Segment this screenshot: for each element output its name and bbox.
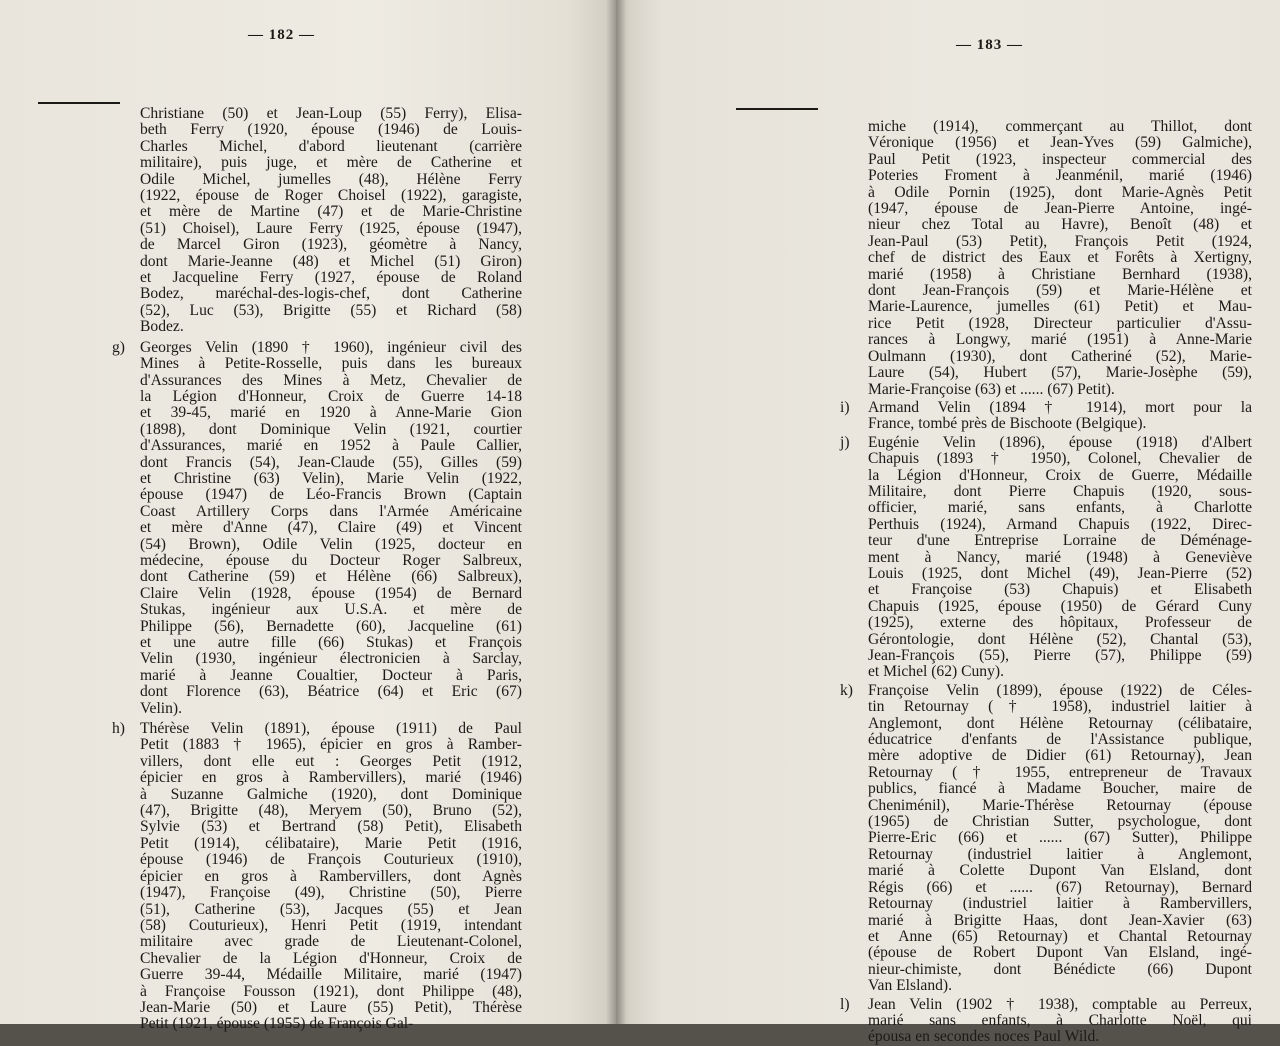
text-line: Mines à Petite-Rosselle, puis dans les bureaux [140,355,522,373]
text-line: médecine, épouse du Docteur Roger Salbreux, [140,551,522,569]
text-line: Jean Velin (1902 † 1938), comptable au Perreux, [868,995,1252,1013]
text-line: épousa en secondes noces Paul Wild. [868,1028,1100,1046]
text-line: Jean-Paul (53) Petit), François Petit (1924, [868,232,1252,250]
text-line: Bodez, maréchal-des-logis-chef, dont Catherine [140,285,522,303]
text-line: Françoise Velin (1899), épouse (1922) de Céles- [868,681,1252,699]
text-line: Militaire, dont Pierre Chapuis (1920, sous- [868,482,1252,500]
text-line: militaire), puis juge, et mère de Catherine et [140,154,522,172]
text-line: épicier en gros à Rambervillers), marié (1946) [140,769,522,787]
text-line: nieur-chimiste, dont Bénédicte (66) Dupont [868,960,1252,978]
text-line: dont Marie-Jeanne (48) et Michel (51) Giron) [140,252,522,270]
genealogy-entry [835,997,1252,1046]
text-line: Louis (1925, dont Michel (49), Jean-Pierre (52) [868,564,1252,582]
entry-letter: h) [112,720,125,738]
entry-text [140,340,522,717]
text-column [107,106,522,1033]
text-line: Philippe (56), Bernadette (60), Jacqueline (61) [140,617,522,635]
text-line: Chapuis (1925, épouse (1950) de Gérard Cuny [868,597,1252,615]
text-line: et une autre fille (66) Stukas) et François [140,634,522,651]
text-line: et Michel (62) Cuny). [868,663,1004,681]
entry-list [835,398,1252,1046]
text-line: (1922, épouse de Roger Choisel (1922), garagiste, [140,187,522,205]
text-line: (51), Catherine (53), Jacques (55) et Jean [140,900,522,918]
entry-letter: i) [840,398,850,416]
entry-letter: l) [840,995,850,1013]
text-line: chef de district des Eaux et Forêts à Xertigny, [868,249,1252,267]
text-line: Guerre 39-44, Médaille Militaire, marié (1947) [140,966,522,984]
text-line: villers, dont elle eut : Georges Petit (1912, [140,752,522,770]
text-line: et 39-45, marié en 1920 à Anne-Marie Gion [140,404,522,422]
text-line: tin Retournay († 1958), industriel laitier à [868,698,1252,716]
continued-paragraph [835,119,1252,398]
entry-text [868,683,1252,995]
text-line: mère adoptive de Didier (61) Retournay), Jean [868,747,1252,765]
text-line: ment à Nancy, marié (1948) à Geneviève [868,548,1252,566]
page-number: — 183 — [956,37,1023,53]
text-line: marié à Brigitte Haas, dont Jean-Xavier (63) [868,911,1252,929]
text-line: Anglemont, dont Hélène Retournay (célibataire, [868,714,1252,732]
text-line: et Jacqueline Ferry (1927, épouse de Roland [140,269,522,287]
page-number: — 182 — [248,27,315,43]
text-line: éducatrice d'enfants de l'Assistance publique, [868,731,1252,749]
text-line: épouse (1947) de Léo-Francis Brown (Captain [140,486,522,504]
text-line: Jean-Marie (50) et Laure (55) Petit), Thérèse [140,998,522,1016]
text-line: Bodez. [140,318,184,336]
text-line: Oulmann (1930), dont Catheriné (52), Marie- [868,347,1252,365]
text-line: Petit (1914), célibataire), Marie Petit (1916, [140,834,522,852]
text-line: Van Elsland). [868,977,953,995]
genealogy-entry [107,340,522,717]
text-line: beth Ferry (1920, épouse (1946) de Louis- [140,121,522,139]
footnote-rule [38,102,120,104]
text-line: marié sans enfants, à Charlotte Noël, qui [868,1011,1252,1029]
text-line: Laure (54), Hubert (57), Marie-Josèphe (59), [868,364,1252,382]
text-line: militaire avec grade de Lieutenant-Colonel, [140,933,522,951]
text-line: (épouse de Robert Dupont Van Elsland, ingé- [868,944,1252,962]
text-line: dont Catherine (59) et Hélène (66) Salbreux), [140,568,522,586]
text-line: (52), Luc (53), Brigitte (55) et Richard (58) [140,301,522,319]
text-line: Petit (1921, épouse (1955) de François Gal- [140,1015,414,1033]
text-line: à Odile Pornin (1925), dont Marie-Agnès Petit [868,183,1252,201]
text-line: publics, fiancé à Madame Boucher, maire de [868,780,1252,798]
text-line: marié (1958) à Christiane Bernhard (1938), [868,265,1252,283]
text-line: Retournay (industriel laitier à Rambervillers, [868,895,1252,913]
entry-text [868,997,1252,1046]
text-line: (47), Brigitte (48), Meryem (50), Bruno (52), [140,802,522,820]
genealogy-entry [835,400,1252,433]
text-line: Marie-Françoise (63) et ...... (67) Petit). [868,380,1115,398]
text-line: Charles Michel, d'abord lieutenant (carrière [140,137,522,155]
text-line: marié à Colette Dupont Van Elsland, dont [868,862,1252,880]
entry-letter: k) [840,681,853,699]
text-line: Chevalier de la Légion d'Honneur, Croix de [140,949,522,967]
entry-text [868,435,1252,681]
text-line: miche (1914), commerçant au Thillot, dont [868,118,1252,135]
text-line: Chapuis (1893 † 1950), Colonel, Chevalier de [868,450,1252,468]
text-line: Paul Petit (1923, inspecteur commercial des [868,150,1252,168]
text-line: et mère de Martine (47) et de Marie-Christine [140,203,522,221]
text-line: Retournay (industriel laitier à Anglemont, [868,845,1252,863]
text-line: Odile Michel, jumelles (48), Hélène Ferry [140,170,522,188]
text-line: dont Florence (63), Béatrice (64) et Eric (67) [140,683,522,701]
entry-letter: j) [840,433,850,451]
text-line: (1947, épouse de Jean-Pierre Antoine, ingé- [868,200,1252,218]
entry-text [868,400,1252,433]
text-line: Marie-Laurence, jumelles (61) Petit) et Mau- [868,298,1252,316]
text-line: Cheniménil), Marie-Thérèse Retournay (épouse [868,796,1252,814]
text-line: dont Francis (54), Jean-Claude (55), Gilles (59) [140,453,522,471]
genealogy-entry [107,721,522,1033]
text-line: Eugénie Velin (1896), épouse (1918) d'Albert [868,433,1252,451]
text-line: Petit (1883 † 1965), épicier en gros à Ramber- [140,736,522,754]
text-line: Velin). [140,699,183,717]
text-line: Sylvie (53) et Bertrand (58) Petit), Elisabeth [140,818,522,836]
text-line: (51) Choisel), Laure Ferry (1925, épouse (1947), [140,219,522,237]
text-line: Armand Velin (1894 † 1914), mort pour la [868,398,1252,416]
genealogy-entry [835,435,1252,681]
text-line: et Françoise (53) Chapuis) et Elisabeth [868,581,1252,599]
text-line: (58) Couturieux), Henri Petit (1919, intendant [140,916,522,934]
text-line: officier, marié, sans enfants, à Charlotte [868,499,1252,517]
text-line: Georges Velin (1890 † 1960), ingénieur civil des [140,338,522,356]
text-line: (54) Brown), Odile Velin (1925, docteur en [140,535,522,553]
text-line: Poteries Froment à Jeanménil, marié (1946) [868,167,1252,185]
text-line: de Marcel Giron (1923), géomètre à Nancy, [140,236,522,254]
entry-list [107,336,522,1033]
book-gutter [606,0,626,1024]
text-line: et Anne (65) Retournay) et Chantal Retournay [868,927,1252,945]
text-line: nieur chez Total au Havre), Benoît (48) et [868,216,1252,234]
text-line: d'Assurances des Mines à Metz, Chevalier de [140,371,522,389]
text-line: Claire Velin (1928, épouse (1954) de Bernard [140,584,522,602]
text-line: Thérèse Velin (1891), épouse (1911) de Paul [140,720,522,738]
text-line: Stukas, ingénieur aux U.S.A. et mère de [140,601,522,619]
entry-text [140,721,522,1033]
text-line: teur d'une Entreprise Lorraine de Déménage- [868,532,1252,550]
text-line: la Légion d'Honneur, Croix de Guerre 14-18 [140,387,522,405]
text-line: à Suzanne Galmiche (1920), dont Dominique [140,785,522,803]
text-line: marié à Jeanne Coualtier, Docteur à Paris, [140,666,522,684]
text-line: rances à Longwy, marié (1951) à Anne-Marie [868,331,1252,349]
text-line: France, tombé près de Bischoote (Belgique). [868,415,1147,433]
text-line: (1965) de Christian Sutter, psychologue, dont [868,813,1252,831]
text-line: et Christine (63) Velin), Marie Velin (1922, [140,469,522,487]
text-line: Coast Artillery Corps dans l'Armée Américaine [140,502,522,520]
entry-letter: g) [112,338,125,356]
text-line: épicier en gros à Rambervillers, dont Agnès [140,867,522,885]
text-line: épouse (1946) de François Couturieux (1910), [140,851,522,869]
footnote-rule [736,108,818,110]
text-line: (1925), externe des hôpitaux, Professeur de [868,614,1252,632]
text-line: Velin (1930, ingénieur électronicien à Sarclay, [140,650,522,668]
text-line: Christiane (50) et Jean-Loup (55) Ferry), Elisa- [140,105,522,122]
text-line: Régis (66) et ...... (67) Retournay), Bernard [868,878,1252,896]
text-line: Jean-François (55), Pierre (57), Philippe (59) [868,647,1252,664]
text-line: d'Assurances, marié en 1952 à Paule Callier, [140,437,522,455]
text-line: dont Jean-François (59) et Marie-Hélène et [868,282,1252,300]
text-line: (1898), dont Dominique Velin (1921, courtier [140,420,522,438]
text-line: (1947), Françoise (49), Christine (50), Pierre [140,884,522,902]
text-line: et mère d'Anne (47), Claire (49) et Vincent [140,519,522,537]
genealogy-entry [835,683,1252,995]
text-line: Retournay († 1955, entrepreneur de Travaux [868,763,1252,781]
left-page [0,0,616,1033]
text-column [835,119,1252,1046]
text-line: à Françoise Fousson (1921), dont Philippe (48), [140,982,522,1000]
text-line: Gérontologie, dont Hélène (52), Chantal (53), [868,630,1252,648]
continued-paragraph [107,106,522,336]
text-line: la Légion d'Honneur, Croix de Guerre, Médaille [868,466,1252,484]
text-line: Véronique (1956) et Jean-Yves (59) Galmiche), [868,134,1252,152]
text-line: rice Petit (1928, Directeur particulier d'Assu- [868,314,1252,332]
text-line: Perthuis (1924), Armand Chapuis (1922, Direc- [868,515,1252,533]
text-line: Pierre-Eric (66) et ...... (67) Sutter), Philippe [868,829,1252,847]
right-page [616,0,1280,1046]
